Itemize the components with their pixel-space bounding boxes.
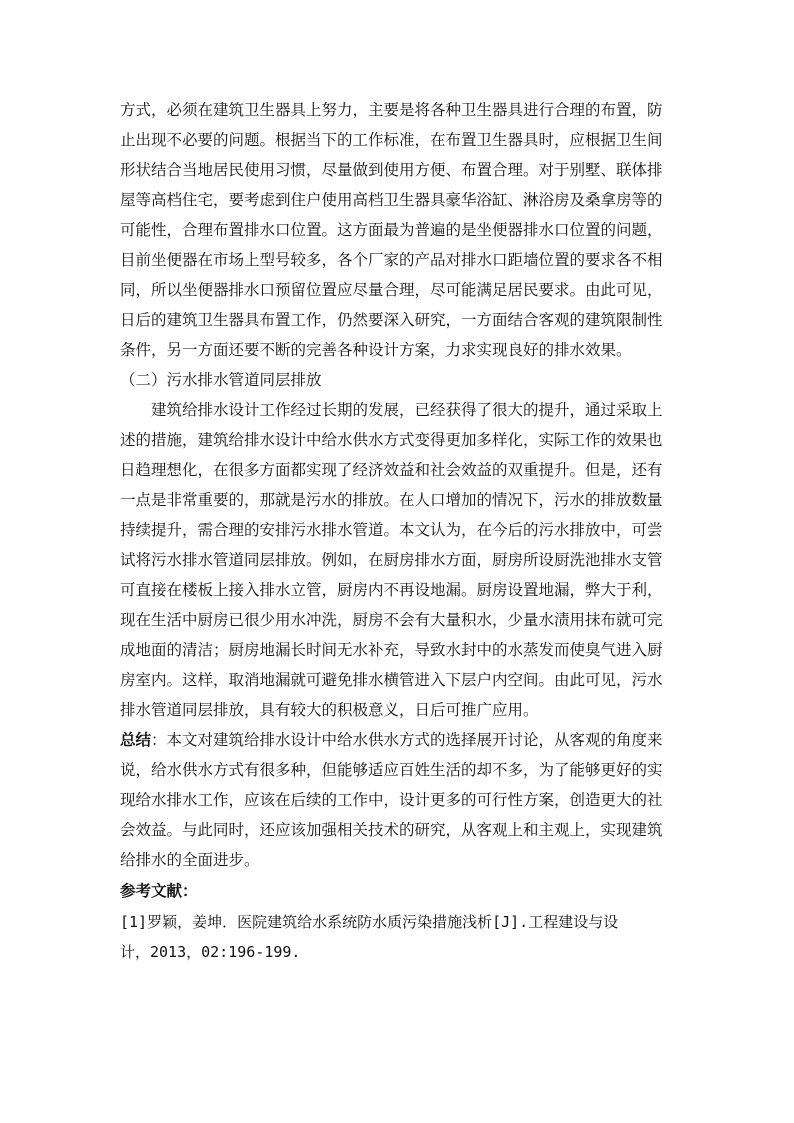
body-line: 述的措施，建筑给排水设计中给水供水方式变得更加多样化，实际工作的效果也 <box>120 431 663 449</box>
body-line: 可直接在楼板上接入排水立管，厨房内不再设地漏。厨房设置地漏，弊大于利， <box>120 581 663 599</box>
body-line: 方式，必须在建筑卫生器具上努力，主要是将各种卫生器具进行合理的布置，防 <box>120 101 663 119</box>
body-line: 止出现不必要的问题。根据当下的工作标准，在布置卫生器具时，应根据卫生间 <box>120 131 663 149</box>
body-line: 成地面的清洁；厨房地漏长时间无水补充，导致水封中的水蒸发而使臭气进入厨 <box>120 641 663 659</box>
body-line: 形状结合当地居民使用习惯，尽量做到使用方便、布置合理。对于别墅、联体排 <box>120 161 663 179</box>
summary-line: 给排水的全面进步。 <box>120 851 260 869</box>
summary-line: 现给水排水工作，应该在后续的工作中，设计更多的可行性方案，创造更大的社 <box>120 791 663 809</box>
body-line: 日后的建筑卫生器具布置工作，仍然要深入研究，一方面结合客观的建筑限制性 <box>120 311 663 329</box>
summary-line: 会效益。与此同时，还应该加强相关技术的研究，从客观上和主观上，实现建筑 <box>120 821 663 839</box>
body-line: 条件，另一方面还要不断的完善各种设计方案，力求实现良好的排水效果。 <box>120 341 632 359</box>
body-line: 建筑给排水设计工作经过长期的发展，已经获得了很大的提升，通过采取上 <box>120 401 663 419</box>
body-line: 目前坐便器在市场上型号较多，各个厂家的产品对排水口距墙位置的要求各不相 <box>120 251 663 269</box>
body-line: 排水管道同层排放，具有较大的积极意义，日后可推广应用。 <box>120 701 539 719</box>
body-line: 试将污水排水管道同层排放。例如，在厨房排水方面，厨房所设厨洗池排水支管 <box>120 551 663 569</box>
reference-item: [1]罗颖，姜坤．医院建筑给水系统防水质污染措施浅析[J].工程建设与设 <box>120 913 619 931</box>
body-line: 持续提升，需合理的安排污水排水管道。本文认为，在今后的污水排放中，可尝 <box>120 521 663 539</box>
body-line: 房室内。这样，取消地漏就可避免排水横管进入下层户内空间。由此可见，污水 <box>120 671 663 689</box>
body-line: 一点是非常重要的，那就是污水的排放。在人口增加的情况下，污水的排放数量 <box>120 491 663 509</box>
references-heading: 参考文献： <box>120 882 198 900</box>
body-line: 现在生活中厨房已很少用水冲洗，厨房不会有大量积水，少量水渍用抹布就可完 <box>120 611 663 629</box>
body-line: 可能性，合理布置排水口位置。这方面最为普遍的是坐便器排水口位置的问题， <box>120 221 663 239</box>
summary-heading: 总结 <box>120 731 152 749</box>
summary-line: 说，给水供水方式有很多种，但能够适应百姓生活的却不多，为了能够更好的实 <box>120 761 663 779</box>
reference-item: 计，2013，02:196-199. <box>120 943 301 961</box>
summary-text: ：本文对建筑给排水设计中给水供水方式的选择展开讨论，从客观的角度来 <box>151 731 663 749</box>
body-line: 屋等高档住宅，要考虑到住户使用高档卫生器具豪华浴缸、淋浴房及桑拿房等的 <box>120 191 663 209</box>
body-line: 同，所以坐便器排水口预留位置应尽量合理，尽可能满足居民要求。由此可见， <box>120 281 663 299</box>
section-heading: （二）污水排水管道同层排放 <box>120 371 322 389</box>
summary-line <box>120 725 680 755</box>
body-line: 日趋理想化，在很多方面都实现了经济效益和社会效益的双重提升。但是，还有 <box>120 461 663 479</box>
